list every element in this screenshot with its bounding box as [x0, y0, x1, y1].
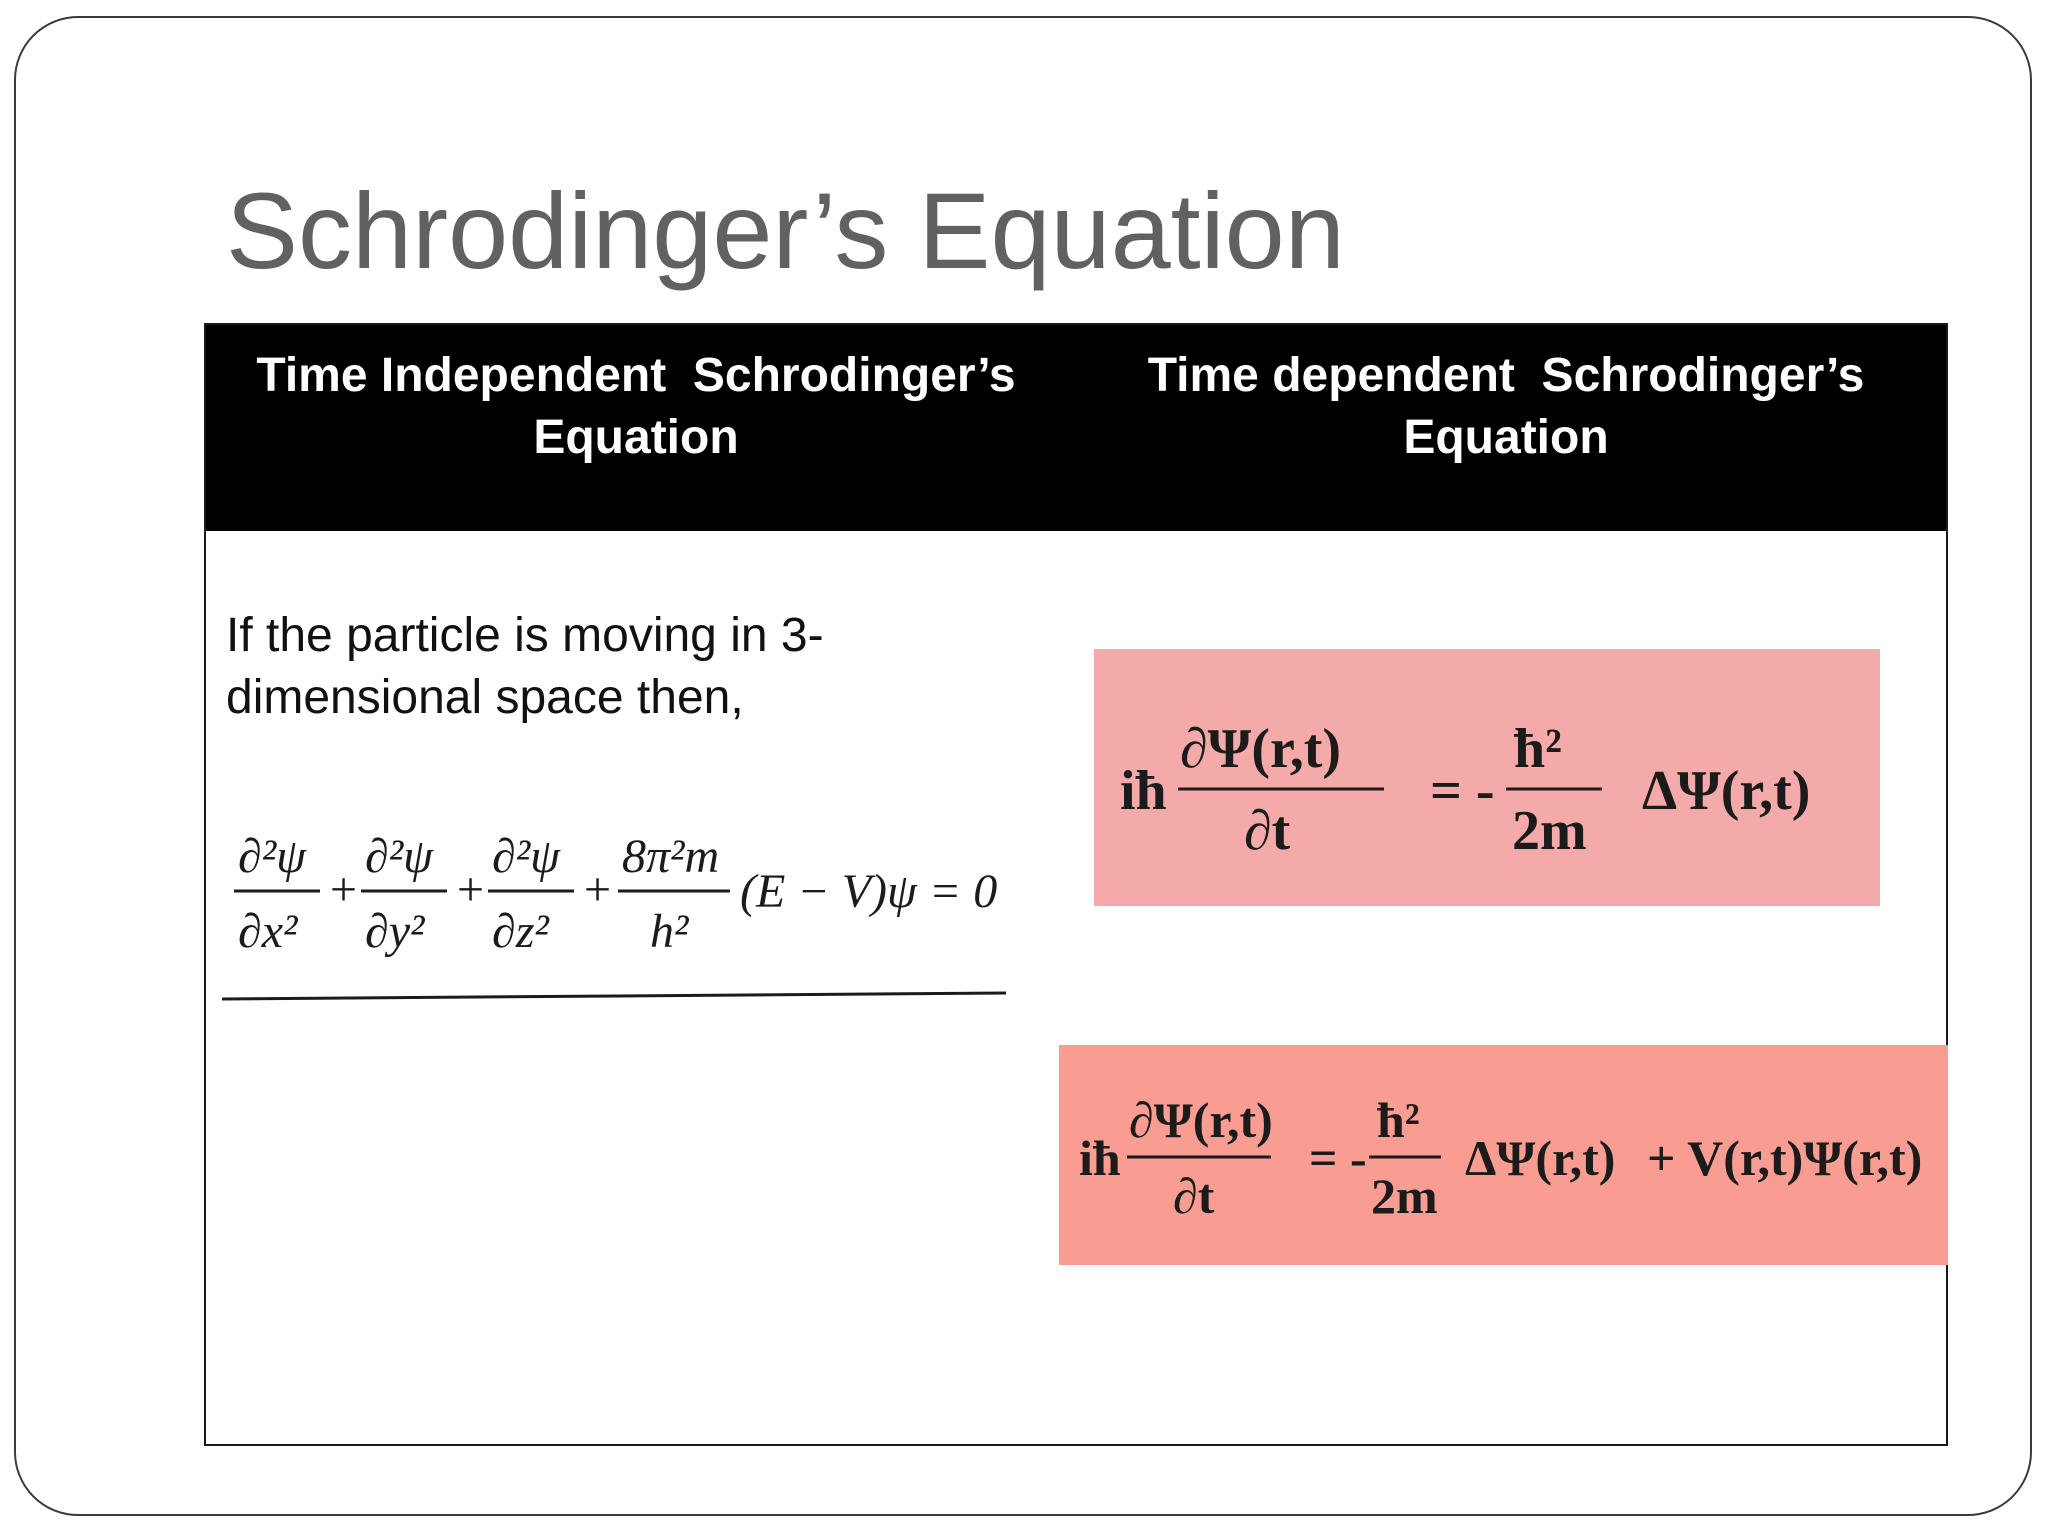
ti-plus1: + [330, 863, 358, 916]
tdp-rhs-den: 2m [1371, 1168, 1438, 1224]
slide-title: Schrodinger’s Equation [226, 170, 1345, 291]
ti-den1: ∂x² [238, 905, 298, 958]
table-header [206, 325, 1946, 531]
tdp-equals: = - [1309, 1130, 1367, 1186]
ti-num1: ∂²ψ [238, 830, 306, 883]
ti-plus2: + [457, 863, 485, 916]
header-time-independent [206, 345, 1066, 469]
tdf-equals: = - [1430, 760, 1495, 822]
header-left-line1: Time Independent Schrodinger’s [256, 349, 1016, 402]
equation-time-dependent-free [1094, 649, 1880, 906]
tdp-lhs-num: ∂Ψ(r,t) [1129, 1092, 1273, 1148]
tdf-lhs-den: ∂t [1244, 800, 1291, 862]
intro-line2: dimensional space then, [226, 671, 744, 724]
header-right-line1: Time dependent Schrodinger’s [1147, 349, 1865, 402]
header-left-line2: Equation [533, 411, 739, 464]
tdf-prefix: iħ [1120, 760, 1167, 822]
tdp-rhs-term: ΔΨ(r,t) [1465, 1130, 1616, 1186]
tdf-rhs-term: ΔΨ(r,t) [1642, 760, 1811, 822]
ti-num4: 8π²m [622, 830, 720, 883]
ti-num2: ∂²ψ [365, 830, 433, 883]
header-right-line2: Equation [1403, 411, 1609, 464]
tdf-rhs-num: ħ² [1514, 718, 1562, 780]
equation-time-dependent-potential [1059, 1045, 1948, 1265]
equation-time-independent [220, 797, 1010, 1017]
intro-line1: If the particle is moving in 3- [226, 609, 824, 662]
intro-text [226, 605, 926, 729]
tdp-prefix: iħ [1079, 1130, 1121, 1186]
equation-box-free [1094, 649, 1880, 906]
ti-num3: ∂²ψ [492, 830, 560, 883]
tdf-rhs-den: 2m [1512, 800, 1587, 862]
tdp-lhs-den: ∂t [1173, 1168, 1215, 1224]
ti-den3: ∂z² [492, 905, 549, 958]
tdp-potential-term: + V(r,t)Ψ(r,t) [1647, 1130, 1923, 1186]
equation-box-potential [1059, 1045, 1948, 1265]
tdf-lhs-num: ∂Ψ(r,t) [1180, 718, 1341, 780]
comparison-table [204, 323, 1948, 1446]
header-time-dependent [1066, 345, 1946, 469]
ti-den4: h² [650, 905, 689, 958]
ti-plus3: + [584, 863, 612, 916]
tdp-rhs-num: ħ² [1377, 1092, 1420, 1148]
ti-tail: (E − V)ψ = 0 [740, 865, 998, 918]
ti-den2: ∂y² [365, 905, 425, 958]
